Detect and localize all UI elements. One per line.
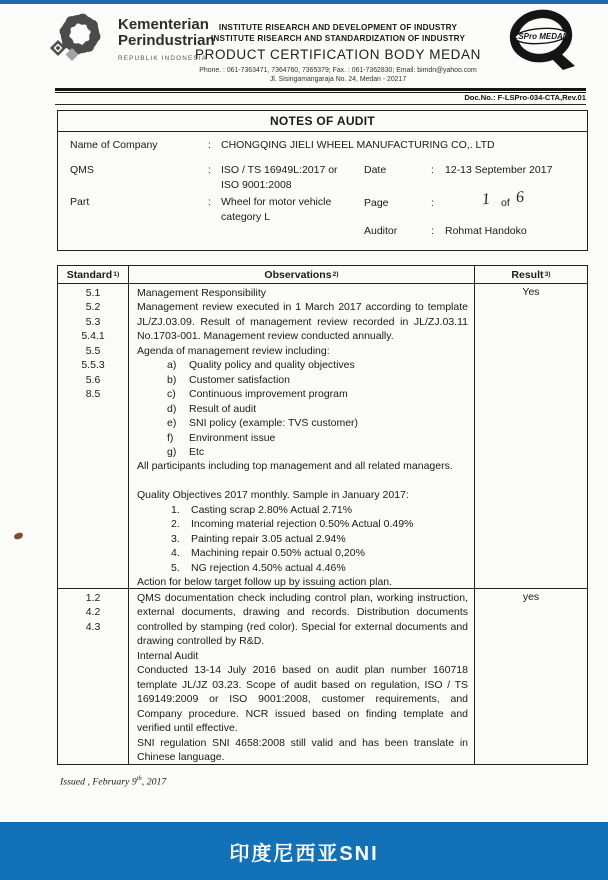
doc-number: Doc.No.: F-LSPro-034-CTA,Rev.01 — [464, 93, 586, 102]
ministry-name-line2: Perindustrian — [118, 32, 215, 49]
notes-title: NOTES OF AUDIT — [58, 111, 587, 132]
agenda-item: a) Quality policy and quality objectives — [167, 359, 355, 372]
result-cell-row2: yes — [474, 589, 587, 764]
doc-number-underline — [55, 104, 586, 105]
standard-clause: 5.6 — [85, 373, 101, 386]
obs-row1-objectives-intro: Quality Objectives 2017 monthly. Sample in January 2017: — [137, 489, 409, 502]
top-blue-strip — [0, 0, 608, 4]
observations-cell-row2 — [128, 589, 474, 764]
obs-row1-para1: Management review executed in 1 March 2017 according to template JL/ZJ.03.09. Result of management review recorded in JL/ZJ.03.11 No.1703-001. Management review conducted annually. — [137, 301, 468, 343]
company-value: CHONGQING JIELI WHEEL MANUFACTURING CO,. LTD — [221, 139, 495, 151]
institute-line-2: INSTITUTE RISEARCH AND STANDARDIZATION OF INDUSTRY — [210, 34, 466, 43]
objective-item: 2. Incoming material rejection 0.50% Actual 0.49% — [171, 518, 414, 531]
institute-line-1: INSTITUTE RISEARCH AND DEVELOPMENT OF INDUSTRY — [218, 23, 458, 32]
lspro-medan-logo — [503, 6, 585, 85]
objectives-list — [137, 503, 468, 575]
issued-date-line: Issued , February 9th, 2017 — [60, 775, 167, 788]
notes-of-audit-box — [57, 110, 588, 251]
standard-clause: 8.5 — [85, 388, 101, 401]
obs-row2-subtitle: Internal Audit — [137, 649, 199, 662]
gear-icon — [44, 12, 110, 68]
page-colon: : — [431, 197, 434, 209]
audit-table — [57, 265, 588, 765]
agenda-item: b) Customer satisfaction — [167, 373, 290, 386]
auditor-value: Rohmat Handoko — [445, 225, 527, 237]
auditor-colon: : — [431, 225, 434, 237]
lspro-q-icon — [503, 6, 585, 80]
agenda-item: d) Result of audit — [167, 402, 257, 415]
observations-cell-row1 — [128, 284, 474, 588]
obs-row1-title: Management Responsibility — [137, 287, 266, 299]
standard-clause: 1.2 — [85, 592, 101, 604]
table-header-row — [58, 266, 587, 283]
qms-value-line2: ISO 9001:2008 — [221, 179, 292, 191]
agenda-item: c) Continuous improvement program — [167, 388, 348, 401]
ministry-name-line1: Kementerian — [118, 16, 209, 33]
standard-clause: 4.2 — [85, 606, 101, 619]
address-line: Jl. Sisingamangaraja No. 24, Medan - 20217 — [269, 76, 407, 83]
scan-speck — [13, 532, 23, 540]
objective-item: 4. Machining repair 0.50% actual 0,20% — [171, 547, 365, 560]
table-row — [58, 283, 587, 588]
objective-item: 5. NG rejection 4.50% actual 4.46% — [171, 561, 346, 574]
obs-row2-para3: SNI regulation SNI 4658:2008 still valid and has been translate in Chinese language. — [137, 736, 468, 763]
page-label: Page — [364, 197, 389, 209]
agenda-item: e) SNI policy (example: TVS customer) — [167, 417, 359, 430]
standard-clause: 5.4.1 — [81, 330, 105, 343]
contact-line: Phone. : 061-7363471, 7364760, 7365379; Fax. : 061-7362830; Email: bimdn@yahoo.com — [199, 67, 477, 74]
agenda-item: f) Environment issue — [167, 431, 276, 444]
ministry-logo — [44, 12, 110, 73]
standard-clause: 5.5.3 — [81, 359, 105, 372]
agenda-list — [137, 358, 468, 459]
page-current-handwritten: 1 — [481, 190, 491, 209]
page-total-handwritten: 6 — [515, 188, 525, 207]
part-value-line2: category L — [221, 211, 271, 223]
header-result: Result 3) — [474, 266, 587, 283]
standard-clause: 5.5 — [85, 344, 101, 357]
agenda-item: g) Etc — [167, 445, 205, 458]
date-label: Date — [364, 164, 387, 176]
date-value: 12-13 September 2017 — [445, 164, 553, 176]
lspro-logo-text: LSPro MEDAN — [513, 32, 569, 41]
table-row — [58, 588, 587, 764]
part-value-line1: Wheel for motor vehicle — [221, 196, 332, 208]
auditor-label: Auditor — [364, 225, 398, 237]
part-label: Part — [70, 196, 90, 208]
ministry-country: REPUBLIK INDONESIA — [118, 55, 208, 62]
objective-item: 3. Painting repair 3.05 actual 2.94% — [171, 532, 346, 545]
letterhead — [168, 22, 508, 84]
blank-line — [137, 474, 468, 488]
obs-row1-participants: All participants including top management and all related managers. — [137, 460, 453, 473]
standard-clause: 5.1 — [85, 287, 101, 299]
company-colon: : — [208, 139, 211, 151]
obs-row2-para2: Conducted 13-14 July 2016 based on audit plan number 160718 template JL/JZ 03.23. Scope of audit based on regulation, ISO / TS 169149:2009 or ISO 9001:2008, customer requirements, and Company procedure. NCR issued based on finding template and verified until effective. — [137, 664, 468, 735]
standard-cell-row1 — [58, 284, 128, 588]
company-label: Name of Company — [70, 139, 158, 151]
header-observations: Observations 2) — [128, 266, 474, 283]
standard-clause: 5.3 — [85, 315, 101, 328]
qms-colon: : — [208, 164, 211, 176]
header-standard: Standard 1) — [66, 268, 120, 281]
standard-clause: 5.2 — [85, 301, 101, 314]
obs-row1-action: Action for below target follow up by issuing action plan. — [137, 576, 393, 588]
page-of-word: of — [501, 197, 510, 209]
standard-clause: 4.3 — [85, 620, 101, 633]
qms-label: QMS — [70, 164, 94, 176]
date-colon: : — [431, 164, 434, 176]
bottom-banner — [0, 822, 608, 880]
part-colon: : — [208, 196, 211, 208]
certification-body-title: PRODUCT CERTIFICATION BODY MEDAN — [195, 47, 481, 62]
objective-item: 1. Casting scrap 2.80% Actual 2.71% — [171, 503, 353, 516]
qms-value-line1: ISO / TS 16949L:2017 or — [221, 164, 338, 176]
result-cell-row1: Yes — [474, 284, 587, 588]
obs-row2-para1: QMS documentation check including control plan, working instruction, external documents, drawing and records. Distribution documents controlled by stamping (red color). Special for external documents and drawing controlled by R&D. — [137, 592, 468, 648]
banner-text: 印度尼西亚SNI — [229, 842, 379, 865]
standard-cell-row2 — [58, 589, 128, 764]
obs-row1-agenda-intro: Agenda of management review including: — [137, 344, 330, 357]
